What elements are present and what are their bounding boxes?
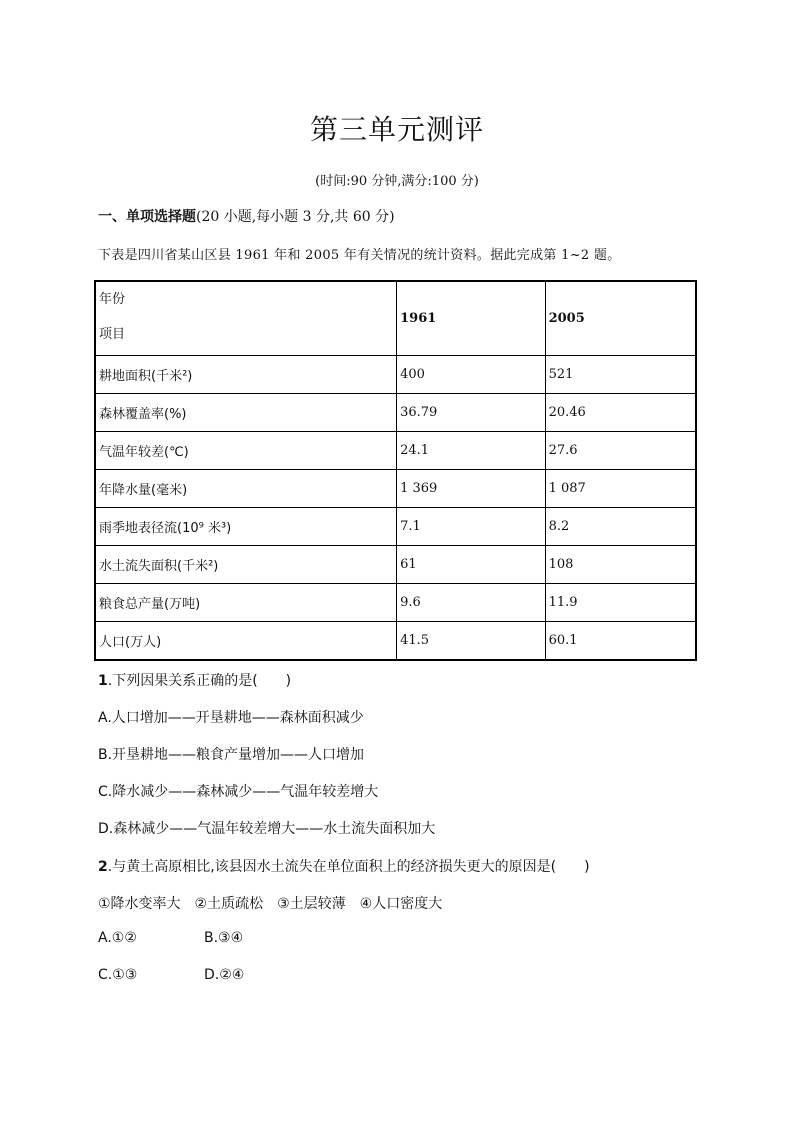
row-value-1961: 7.1 <box>397 508 545 546</box>
question-2 <box>98 856 590 876</box>
table-row <box>95 622 696 661</box>
row-value-1961: 24.1 <box>397 432 545 470</box>
row-value-1961: 9.6 <box>397 584 545 622</box>
row-value-1961: 400 <box>397 356 545 394</box>
row-value-1961: 36.79 <box>397 394 545 432</box>
table-row <box>95 584 696 622</box>
row-value-2005: 27.6 <box>545 432 696 470</box>
header-year-label: 年份 <box>99 291 126 307</box>
q2-option-c[interactable]: C.①③ <box>98 967 138 983</box>
table-row <box>95 394 696 432</box>
q2-option-d[interactable]: D.②④ <box>204 967 245 983</box>
section-label: 一、单项选择题 <box>98 209 196 225</box>
table-row <box>95 546 696 584</box>
exam-time-score: (时间:90 分钟,满分:100 分) <box>315 174 479 189</box>
row-value-1961: 1 369 <box>397 470 545 508</box>
q1-option-c[interactable]: C.降水减少——森林减少——气温年较差增大 <box>98 784 379 800</box>
row-item: 水土流失面积(千米²) <box>95 546 397 584</box>
table-row <box>95 356 696 394</box>
q1-option-d[interactable]: D.森林减少——气温年较差增大——水土流失面积加大 <box>98 821 436 837</box>
question-text: .与黄土高原相比,该县因水土流失在单位面积上的经济损失更大的原因是( ) <box>107 859 590 875</box>
table-intro: 下表是四川省某山区县 1961 年和 2005 年有关情况的统计资料。据此完成第 1~2 题。 <box>98 248 621 263</box>
header-corner-cell <box>95 281 397 356</box>
q1-option-a[interactable]: A.人口增加——开垦耕地——森林面积减少 <box>98 710 364 726</box>
question-text: .下列因果关系正确的是( ) <box>107 673 292 689</box>
q2-option-b[interactable]: B.③④ <box>204 930 244 946</box>
row-value-2005: 108 <box>545 546 696 584</box>
table-row <box>95 432 696 470</box>
row-value-1961: 61 <box>397 546 545 584</box>
table-header-row <box>95 281 696 356</box>
table-row <box>95 470 696 508</box>
row-value-1961: 41.5 <box>397 622 545 661</box>
row-value-2005: 521 <box>545 356 696 394</box>
row-value-2005: 1 087 <box>545 470 696 508</box>
row-item: 人口(万人) <box>95 622 397 661</box>
statistics-table <box>94 280 697 661</box>
question-1 <box>98 670 291 690</box>
header-year-1961: 1961 <box>397 281 545 356</box>
table-row <box>95 508 696 546</box>
row-item: 森林覆盖率(%) <box>95 394 397 432</box>
question-number: 1 <box>98 673 108 689</box>
header-item-label: 项目 <box>99 326 126 342</box>
row-value-2005: 60.1 <box>545 622 696 661</box>
header-year-2005: 2005 <box>545 281 696 356</box>
row-value-2005: 20.46 <box>545 394 696 432</box>
page-title: 第三单元测评 <box>309 113 484 146</box>
row-item: 粮食总产量(万吨) <box>95 584 397 622</box>
question-number: 2 <box>98 859 108 875</box>
section-heading <box>98 206 395 226</box>
section-note: (20 小题,每小题 3 分,共 60 分) <box>196 209 395 225</box>
row-value-2005: 8.2 <box>545 508 696 546</box>
row-item: 耕地面积(千米²) <box>95 356 397 394</box>
q2-option-a[interactable]: A.①② <box>98 930 137 946</box>
row-item: 雨季地表径流(10⁹ 米³) <box>95 508 397 546</box>
row-item: 年降水量(毫米) <box>95 470 397 508</box>
row-value-2005: 11.9 <box>545 584 696 622</box>
q1-option-b[interactable]: B.开垦耕地——粮食产量增加——人口增加 <box>98 747 365 763</box>
q2-statements: ①降水变率大 ②土质疏松 ③土层较薄 ④人口密度大 <box>98 896 443 912</box>
row-item: 气温年较差(℃) <box>95 432 397 470</box>
